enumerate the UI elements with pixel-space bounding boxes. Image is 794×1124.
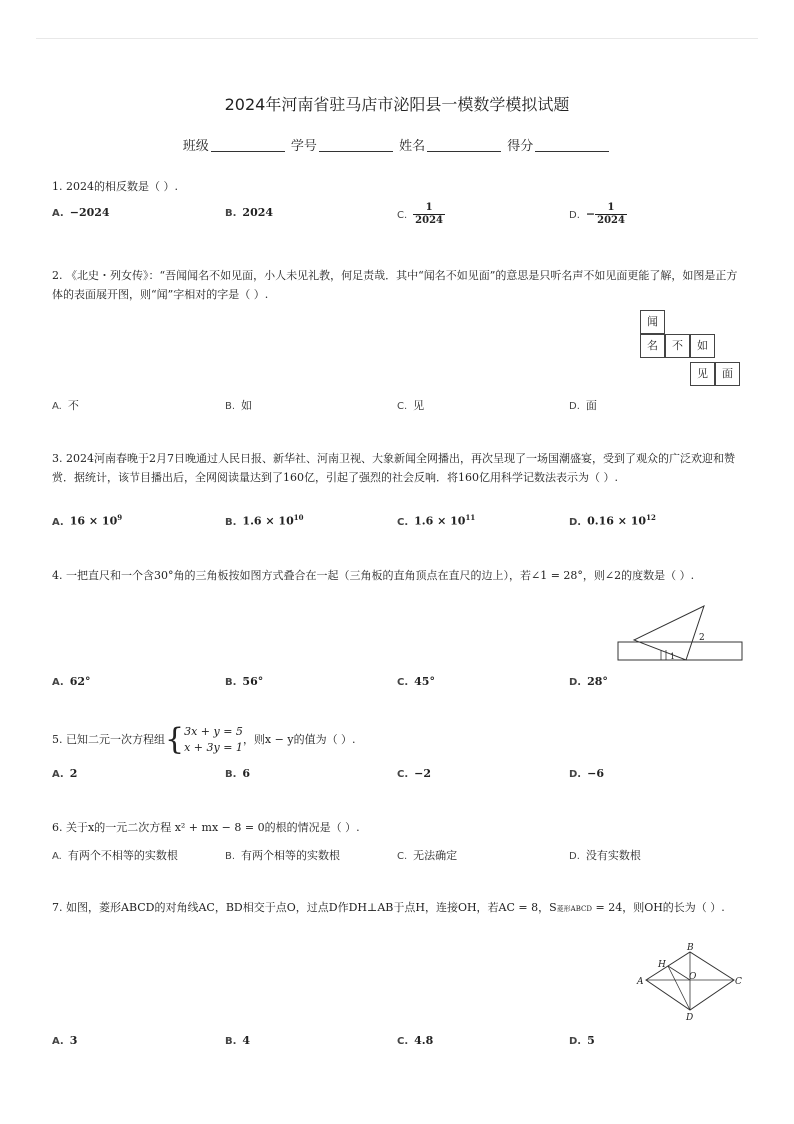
q5-option-d[interactable]: D. −6	[569, 767, 604, 780]
q7-option-d[interactable]: D. 5	[569, 1034, 595, 1047]
q3-option-a[interactable]: A. $16 \times 10^9$	[52, 513, 123, 528]
question-2	[52, 266, 742, 304]
q4-option-b[interactable]: B. 56°	[225, 675, 264, 688]
question-stem: 2024河南春晚于2月7日晚通过人民日报、新华社、河南卫视、大象新闻全网播出，再次呈现了一场国潮盛宴，受到了观众的广泛欢迎和赞赏．据统计，该节目播出后，全网阅读量达到了160亿，引起了强烈的社会反响．将160亿用科学记数法表示为（ ）.	[52, 452, 735, 484]
net-cell-ming: 名	[640, 334, 665, 358]
q2-option-c[interactable]: C. 见	[397, 399, 425, 412]
q7-option-a[interactable]: A. 3	[52, 1034, 78, 1047]
fraction: $\frac{1}{2024}$	[597, 202, 625, 226]
class-label: 班级	[182, 139, 209, 154]
id-blank[interactable]	[319, 138, 393, 152]
area-subscript: 菱形ABCD	[556, 905, 592, 913]
q4-option-c[interactable]: C. 45°	[397, 675, 435, 688]
equation-1: 3x + y = 5	[184, 725, 243, 738]
question-6	[52, 818, 742, 837]
question-stem: 一把直尺和一个含30°角的三角板按如图方式叠合在一起（三角板的直角顶点在直尺的边上），若∠1 = 28°，则∠2的度数是（ ）.	[66, 569, 695, 582]
question-4	[52, 566, 742, 585]
q7-option-c[interactable]: C. 4.8	[397, 1034, 434, 1047]
student-info-line	[0, 135, 794, 154]
question-stem-pre: 如图，菱形ABCD的对角线AC，BD相交于点O，过点D作DH⊥AB于点H，连接OH，若AC = 8，S	[66, 901, 557, 914]
question-stem: 2024的相反数是（ ）.	[66, 180, 178, 193]
question-stem: 关于x的一元二次方程 x² + mx − 8 = 0的根的情况是（ ）.	[66, 821, 360, 834]
question-number: 7.	[52, 901, 63, 914]
q6-option-b[interactable]: B. 有两个相等的实数根	[225, 849, 341, 862]
question-number: 4.	[52, 569, 63, 582]
question-stem: 《北史・列女传》：“吾闻闻名不如见面，小人未见礼教，何足责哉．其中“闻名不如见面”的意思是只听名声不如见面更能了解，如图是正方体的表面展开图，则“闻”字相对的字是（ ）.	[52, 269, 738, 301]
cube-net-figure	[640, 310, 742, 388]
equation-system	[184, 724, 243, 756]
id-label: 学号	[290, 139, 317, 154]
q1-option-d[interactable]: D. − $\frac{1}{2024}$	[569, 202, 625, 226]
question-number: 6.	[52, 821, 63, 834]
label-o: O	[689, 972, 697, 982]
q3-option-c[interactable]: C. $1.6 \times 10^{11}$	[397, 513, 476, 528]
q7-option-b[interactable]: B. 4	[225, 1034, 251, 1047]
q6-option-a[interactable]: A. 有两个不相等的实数根	[52, 849, 178, 862]
angle-2-label: 2	[699, 633, 705, 643]
question-number: 3.	[52, 452, 63, 465]
q1-option-c[interactable]: C. $\frac{1}{2024}$	[397, 202, 444, 226]
score-blank[interactable]	[535, 138, 609, 152]
score-label: 得分	[507, 139, 534, 154]
q3-option-d[interactable]: D. $0.16 \times 10^{12}$	[569, 513, 656, 528]
name-label: 姓名	[399, 139, 426, 154]
q1-option-b[interactable]: B. 2024	[225, 206, 274, 219]
ruler-triangle-figure	[616, 602, 744, 664]
top-divider	[36, 38, 758, 39]
question-3	[52, 449, 742, 487]
q3-option-b[interactable]: B. $1.6 \times 10^{10}$	[225, 513, 304, 528]
question-stem-post: ，则x − y的值为（ ）.	[242, 733, 356, 746]
equation-2: x + 3y = 1	[184, 741, 243, 754]
label-d: D	[686, 1013, 694, 1023]
question-stem-post: = 24，则OH的长为（ ）.	[591, 901, 725, 914]
net-cell-ru: 如	[690, 334, 715, 358]
q6-option-d[interactable]: D. 没有实数根	[569, 849, 641, 862]
fraction: $\frac{1}{2024}$	[415, 202, 444, 226]
question-number: 1.	[52, 180, 63, 193]
q5-option-a[interactable]: A. 2	[52, 767, 78, 780]
q4-option-a[interactable]: A. 62°	[52, 675, 91, 688]
triangle-shape	[634, 606, 704, 660]
net-cell-bu: 不	[665, 334, 690, 358]
label-b: B	[687, 943, 694, 953]
q2-option-b[interactable]: B. 如	[225, 399, 253, 412]
q1-option-a[interactable]: A. −2024	[52, 206, 110, 219]
system-brace: {	[165, 722, 185, 757]
name-blank[interactable]	[427, 138, 501, 152]
question-5	[52, 724, 742, 756]
q4-option-d[interactable]: D. 28°	[569, 675, 608, 688]
label-c: C	[735, 977, 742, 987]
question-number: 2.	[52, 269, 63, 282]
q2-option-d[interactable]: D. 面	[569, 399, 597, 412]
page-title: 2024年河南省驻马店市泌阳县一模数学模拟试题	[224, 95, 570, 114]
angle-1-label: 1	[670, 652, 676, 661]
net-cell-jian: 见	[690, 362, 715, 386]
q5-option-c[interactable]: C. −2	[397, 767, 432, 780]
question-stem-pre: 已知二元一次方程组	[66, 733, 165, 746]
class-blank[interactable]	[211, 138, 285, 152]
label-h: H	[658, 960, 666, 970]
net-cell-wen: 闻	[640, 310, 665, 334]
question-1	[52, 177, 742, 196]
rhombus-figure	[634, 940, 744, 1024]
net-cell-mian: 面	[715, 362, 740, 386]
label-a: A	[637, 977, 644, 987]
question-7	[52, 898, 742, 919]
q6-option-c[interactable]: C. 无法确定	[397, 849, 458, 862]
q5-option-b[interactable]: B. 6	[225, 767, 251, 780]
q2-option-a[interactable]: A. 不	[52, 399, 79, 412]
question-number: 5.	[52, 733, 63, 746]
